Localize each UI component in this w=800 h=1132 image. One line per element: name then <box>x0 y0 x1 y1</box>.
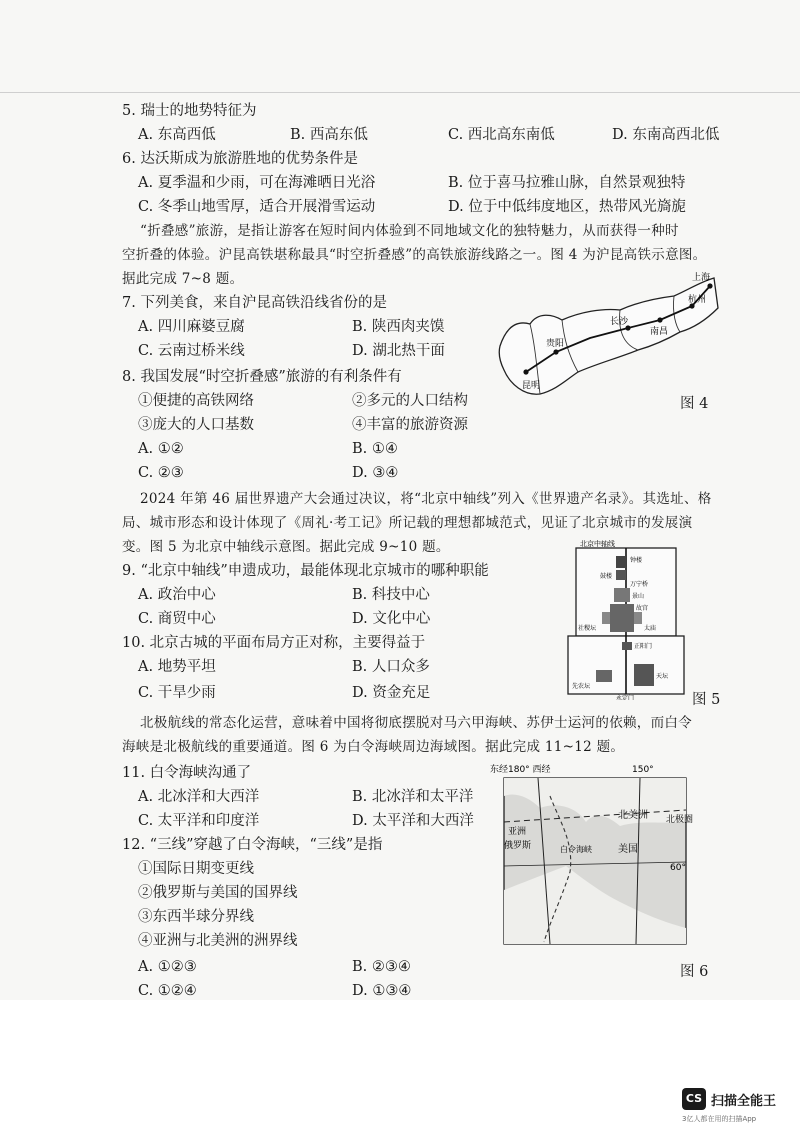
label-changsha: 长沙 <box>610 317 629 327</box>
shanghai-dot <box>707 283 712 288</box>
figure-4-caption: 图 4 <box>680 396 709 412</box>
watermark-title: 扫描全能王 <box>711 1094 777 1109</box>
passage2-line-1: 2024 年第 46 届世界遗产大会通过决议，将“北京中轴线”列入《世界遗产名录》。其选址、格 <box>140 491 712 507</box>
label-zhonglou: 钟楼 <box>630 557 643 564</box>
q5-option-b: B. 西高东低 <box>290 127 368 143</box>
q12-option-c: C. ①②④ <box>138 983 197 999</box>
passage1-line-3: 据此完成 7~8 题。 <box>122 271 244 287</box>
hsr-map-graphic <box>492 268 722 403</box>
q5-option-a: A. 东高西低 <box>138 127 216 143</box>
q7-option-d: D. 湖北热干面 <box>352 343 445 359</box>
q8-item-1: ①便捷的高铁网络 <box>138 393 254 409</box>
label-arctic-circle: 北极圈 <box>666 815 694 825</box>
q10-option-b: B. 人口众多 <box>352 659 430 675</box>
figure-6-bering-strait-map <box>490 762 700 950</box>
q9-option-b: B. 科技中心 <box>352 587 430 603</box>
q8-item-4: ④丰富的旅游资源 <box>352 417 468 433</box>
q8-option-a: A. ①② <box>138 441 184 457</box>
passage1-line-2: 空折叠的体验。沪昆高铁堪称最具“时空折叠感”的高铁旅游线路之一。图 4 为沪昆高铁示意图。 <box>122 247 707 263</box>
gugong-block <box>610 604 634 632</box>
q10-option-a: A. 地势平坦 <box>138 659 216 675</box>
q7-option-b: B. 陕西肉夹馍 <box>352 319 445 335</box>
taimiao-block <box>634 612 642 624</box>
label-shanghai: 上海 <box>692 273 711 283</box>
q8-item-3: ③庞大的人口基数 <box>138 417 254 433</box>
figure-4-hsr-map <box>492 268 722 403</box>
label-gulou: 鼓楼 <box>600 573 613 580</box>
label-tiantan: 天坛 <box>656 673 669 680</box>
label-bering-strait: 白令海峡 <box>560 845 592 854</box>
q7-stem: 7. 下列美食，来自沪昆高铁沿线省份的是 <box>122 295 387 311</box>
gulou-block <box>616 570 626 580</box>
page-top-edge <box>0 92 800 93</box>
q6-option-d: D. 位于中低纬度地区，热带风光旖旎 <box>448 199 686 215</box>
central-axis-graphic <box>566 540 686 700</box>
label-zhengyangmen: 正阳门 <box>634 643 653 650</box>
passage2-line-2: 局、城市形态和设计体现了《周礼·考工记》所记载的理想都城范式，见证了北京城市的发展演 <box>122 515 693 531</box>
bering-map-graphic <box>490 762 700 950</box>
q11-option-a: A. 北冰洋和大西洋 <box>138 789 260 805</box>
label-yongdingmen: 永定门 <box>616 695 635 700</box>
q10-stem: 10. 北京古城的平面布局方正对称，主要得益于 <box>122 635 426 651</box>
q12-option-a: A. ①②③ <box>138 959 197 975</box>
q7-option-a: A. 四川麻婆豆腐 <box>138 319 245 335</box>
jingshan-block <box>614 588 630 602</box>
q12-option-d: D. ①③④ <box>352 983 412 999</box>
q6-stem: 6. 达沃斯成为旅游胜地的优势条件是 <box>122 151 358 167</box>
q6-option-b: B. 位于喜马拉雅山脉，自然景观独特 <box>448 175 686 191</box>
zhonglou-block <box>616 556 626 568</box>
q8-option-b: B. ①④ <box>352 441 398 457</box>
q8-stem: 8. 我国发展“时空折叠感”旅游的有利条件有 <box>122 369 402 385</box>
q9-option-d: D. 文化中心 <box>352 611 431 627</box>
watermark-subtitle: 3亿人都在用的扫描App <box>682 1115 757 1123</box>
tiantan-block <box>634 664 654 686</box>
q11-stem: 11. 白令海峡沟通了 <box>122 765 252 781</box>
label-sheji: 社稷坛 <box>578 625 597 632</box>
nanchang-dot <box>657 317 662 322</box>
passage3-line-1: 北极航线的常态化运营，意味着中国将彻底摆脱对马六甲海峡、苏伊士运河的依赖，而白令 <box>140 715 692 731</box>
q11-option-b: B. 北冰洋和太平洋 <box>352 789 474 805</box>
label-xiannongtan: 先农坛 <box>572 683 591 690</box>
label-lon-150: 150° <box>632 765 654 775</box>
label-nanchang: 南昌 <box>650 327 669 337</box>
xiannongtan-block <box>596 670 612 682</box>
label-kunming: 昆明 <box>522 381 541 391</box>
q5-option-c: C. 西北高东南低 <box>448 127 555 143</box>
q10-option-d: D. 资金充足 <box>352 685 431 701</box>
q7-option-c: C. 云南过桥米线 <box>138 343 245 359</box>
label-hangzhou: 杭州 <box>688 295 707 305</box>
label-jingshan: 景山 <box>632 593 645 600</box>
figure-5-caption: 图 5 <box>692 692 721 708</box>
q5-stem: 5. 瑞士的地势特征为 <box>122 103 257 119</box>
label-usa: 美国 <box>618 844 638 855</box>
q11-option-d: D. 太平洋和大西洋 <box>352 813 474 829</box>
camscanner-logo: CS <box>682 1088 706 1110</box>
q12-option-b: B. ②③④ <box>352 959 411 975</box>
q6-option-a: A. 夏季温和少雨，可在海滩晒日光浴 <box>138 175 376 191</box>
passage2-line-3: 变。图 5 为北京中轴线示意图。据此完成 9~10 题。 <box>122 539 450 555</box>
figure-6-caption: 图 6 <box>680 964 709 980</box>
sheji-block <box>602 612 610 624</box>
label-taimiao: 太庙 <box>644 625 657 632</box>
q10-option-c: C. 干旱少雨 <box>138 685 216 701</box>
guiyang-dot <box>553 349 558 354</box>
label-russia: 俄罗斯 <box>504 841 532 851</box>
q12-item-4: ④亚洲与北美洲的洲界线 <box>138 933 298 949</box>
q9-option-a: A. 政治中心 <box>138 587 216 603</box>
label-gugong: 故宫 <box>636 605 649 612</box>
passage1-line-1: “折叠感”旅游，是指让游客在短时间内体验到不同地域文化的独特魅力，从而获得一种时 <box>140 223 679 239</box>
q12-item-2: ②俄罗斯与美国的国界线 <box>138 885 298 901</box>
q8-option-c: C. ②③ <box>138 465 184 481</box>
q12-item-1: ①国际日期变更线 <box>138 861 254 877</box>
passage3-line-2: 海峡是北极航线的重要通道。图 6 为白令海峡周边海域图。据此完成 11~12 题。 <box>122 739 625 755</box>
q8-item-2: ②多元的人口结构 <box>352 393 468 409</box>
figure-5-central-axis-map <box>566 540 686 700</box>
label-lon-180: 东经180° 西经 <box>490 765 551 775</box>
label-north-america: 北美洲 <box>618 810 648 821</box>
label-wanningqiao: 万宁桥 <box>630 581 649 588</box>
q9-option-c: C. 商贸中心 <box>138 611 216 627</box>
q8-option-d: D. ③④ <box>352 465 399 481</box>
scanner-watermark <box>682 1088 782 1124</box>
q6-option-c: C. 冬季山地雪厚，适合开展滑雪运动 <box>138 199 376 215</box>
q11-option-c: C. 太平洋和印度洋 <box>138 813 260 829</box>
label-lat-60: 60° <box>670 863 686 873</box>
label-axis-title: 北京中轴线 <box>580 540 615 548</box>
q12-stem: 12. “三线”穿越了白令海峡，“三线”是指 <box>122 837 383 853</box>
q5-option-d: D. 东南高西北低 <box>612 127 720 143</box>
label-guiyang: 贵阳 <box>546 339 565 349</box>
zhengyangmen-block <box>622 642 632 650</box>
q12-item-3: ③东西半球分界线 <box>138 909 254 925</box>
q9-stem: 9. “北京中轴线”申遗成功，最能体现北京城市的哪种职能 <box>122 563 489 579</box>
kunming-dot <box>523 369 528 374</box>
label-asia: 亚洲 <box>508 827 527 837</box>
